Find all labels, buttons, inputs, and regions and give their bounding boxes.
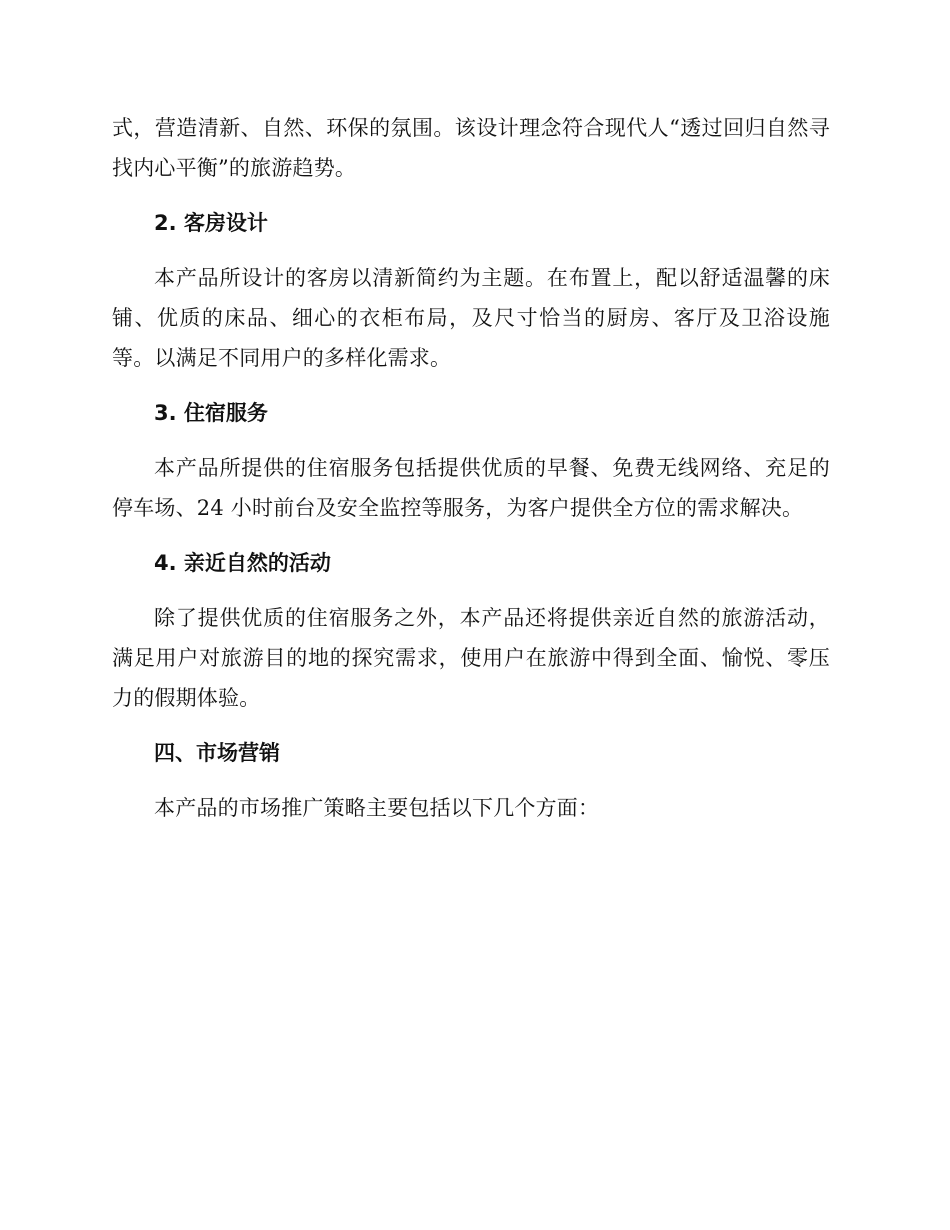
heading-marketing: 四、市场营销: [154, 741, 280, 765]
heading-room-design: 2. 客房设计: [154, 211, 268, 235]
paragraph-room-design: 本产品所设计的客房以清新简约为主题。在布置上，配以舒适温馨的床铺、优质的床品、细心的衣柜布局，及尺寸恰当的厨房、客厅及卫浴设施等。以满足不同用户的多样化需求。: [112, 266, 830, 370]
paragraph-marketing-intro: 本产品的市场推广策略主要包括以下几个方面：: [154, 796, 600, 820]
paragraph-nature-activities: 除了提供优质的住宿服务之外，本产品还将提供亲近自然的旅游活动，满足用户对旅游目的地的探究需求，使用户在旅游中得到全面、愉悦、零压力的假期体验。: [112, 606, 830, 710]
heading-lodging-service: 3. 住宿服务: [154, 401, 268, 425]
document-page: [112, 108, 830, 828]
heading-nature-activities: 4. 亲近自然的活动: [154, 551, 331, 575]
paragraph-lodging-service: 本产品所提供的住宿服务包括提供优质的早餐、免费无线网络、充足的停车场、24 小时前台及安全监控等服务，为客户提供全方位的需求解决。: [112, 456, 830, 520]
paragraph-design-concept-continued: 式，营造清新、自然、环保的氛围。该设计理念符合现代人“透过回归自然寻找内心平衡”的旅游趋势。: [112, 116, 830, 180]
